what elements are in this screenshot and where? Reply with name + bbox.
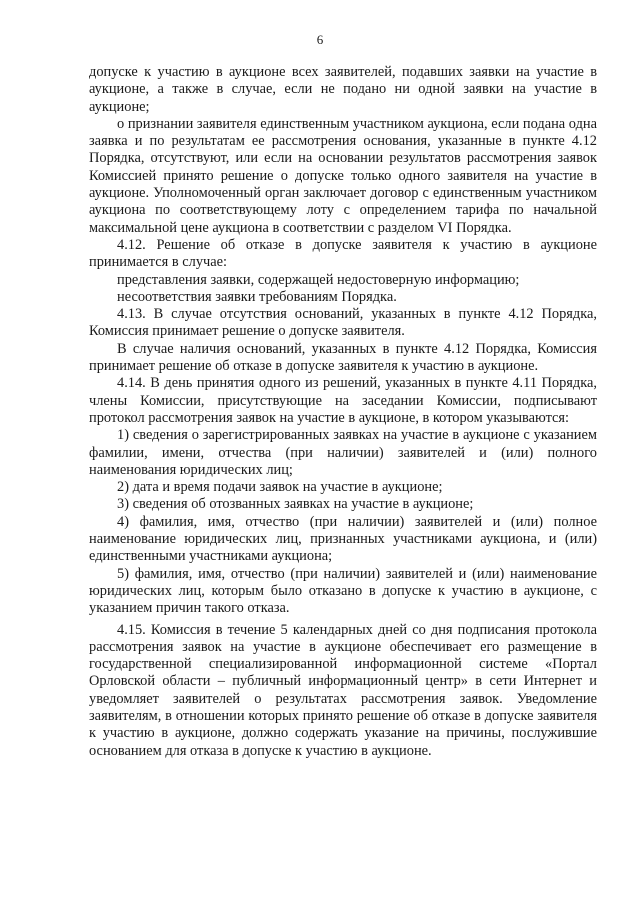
paragraph-clause-4-13: 4.13. В случае отсутствия оснований, указанных в пункте 4.12 Порядка, Комиссия принимает решение о допуске заявителя. (89, 306, 597, 340)
page-number: 6 (316, 32, 324, 47)
list-item-3: 3) сведения об отозванных заявках на участие в аукционе; (117, 496, 474, 513)
list-item-1: 1) сведения о зарегистрированных заявках на участие в аукционе с указанием фамилии, имени, отчества (при наличии) заявителей и (или) полного наименования юридических лиц; (89, 427, 597, 478)
document-body (89, 64, 597, 760)
paragraph-noncompliance: несоответствия заявки требованиям Порядка. (117, 288, 397, 305)
list-item-2: 2) дата и время подачи заявок на участие в аукционе; (117, 479, 443, 496)
paragraph-single-applicant: о признании заявителя единственным участником аукциона, если подана одна заявка и по результатам ее рассмотрения основания, указанные в пункте 4.12 Порядка, отсутствуют, или если на основании результатов рассмотрения заявок Комиссией принято решение о допуске только одного заявителя на участие в аукционе. Уполномоченный орган заключает договор с единственным участником аукциона по соответствующему лоту с определением тарифа по начальной максимальной цене аукциона в соответствии с разделом VI Порядка. (89, 115, 597, 236)
paragraph-clause-4-15: 4.15. Комиссия в течение 5 календарных дней со дня подписания протокола рассмотрения заявок на участие в аукционе обеспечивает его размещение в государственной специализированной информационной системе «Портал Орловской области – публичный информационный центр» в сети Интернет и уведомляет заявителей о результатах рассмотрения заявок. Уведомление заявителям, в отношении которых принято решение об отказе в допуске заявителя к участию в аукционе, должно содержать указание на причины, послужившие основанием для отказа в допуске к участию в аукционе. (89, 621, 597, 759)
paragraph-grounds-present: В случае наличия оснований, указанных в пункте 4.12 Порядка, Комиссия принимает решение об отказе в допуске заявителя к участию в аукционе. (89, 340, 597, 375)
paragraph-continuation: допуске к участию в аукционе всех заявителей, подавших заявки на участие в аукционе, а также в случае, если не подано ни одной заявки на участие в аукционе; (89, 64, 597, 115)
paragraph-clause-4-12: 4.12. Решение об отказе в допуске заявителя к участию в аукционе принимается в случае: (89, 236, 597, 271)
list-item-4: 4) фамилия, имя, отчество (при наличии) заявителей и (или) полное наименование юридических лиц, признанных участниками аукциона, и (или) единственными участниками аукциона; (89, 513, 597, 565)
paragraph-clause-4-14: 4.14. В день принятия одного из решений, указанных в пункте 4.11 Порядка, члены Комиссии, присутствующие на заседании Комиссии, подписывают протокол рассмотрения заявок на участие в аукционе, в котором указываются: (89, 375, 597, 426)
list-item-5: 5) фамилия, имя, отчество (при наличии) заявителей и (или) наименование юридических лиц, которым было отказано в допуске к участию в аукционе, с указанием причин такого отказа. (89, 565, 597, 617)
paragraph-false-information: представления заявки, содержащей недостоверную информацию; (117, 271, 520, 288)
